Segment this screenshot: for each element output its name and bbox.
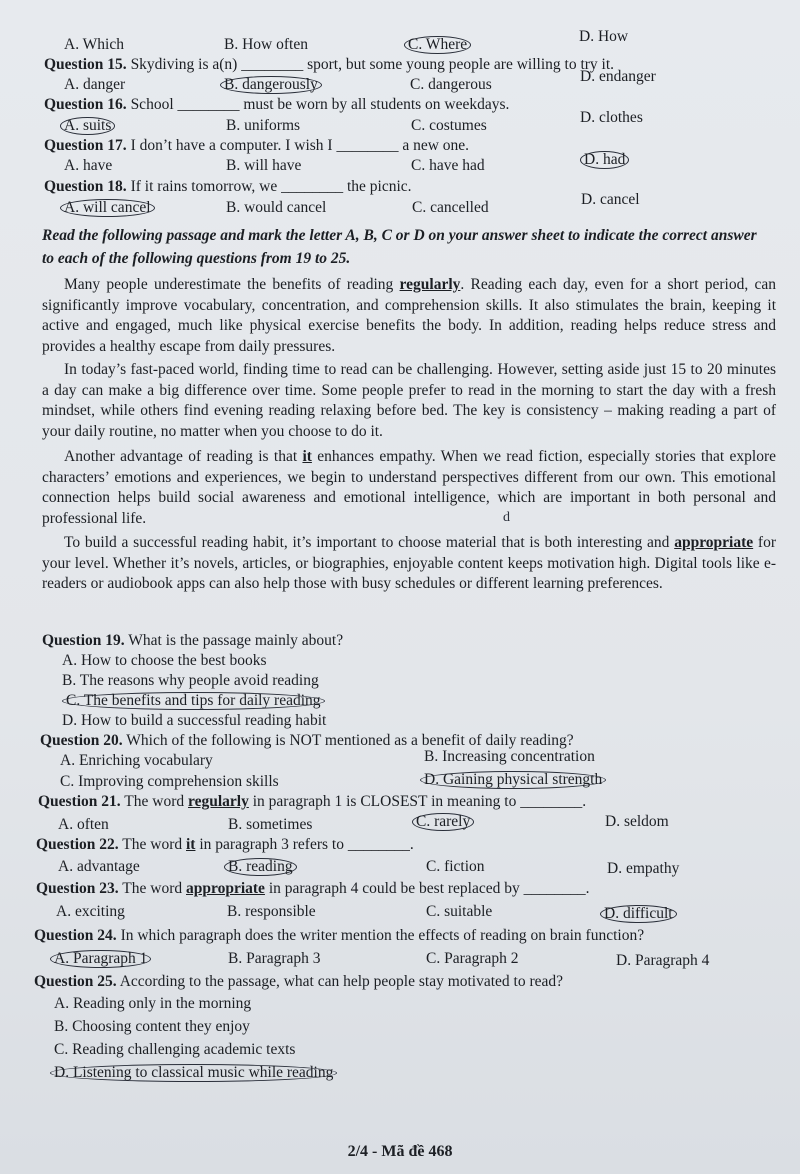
q22-option-b[interactable] — [228, 858, 297, 876]
q14-option-c[interactable] — [408, 36, 471, 54]
q24-options — [0, 950, 800, 970]
p3-text-start: Another advantage of reading is that — [64, 448, 303, 465]
q17-stem — [44, 137, 469, 155]
q22-stem — [36, 836, 414, 854]
q21-underlined-word: regularly — [188, 793, 249, 810]
q19-stem — [42, 632, 343, 650]
q15-label: Question 15. — [44, 56, 127, 73]
q23-option-b[interactable]: B. responsible — [227, 903, 316, 920]
q16-option-a-label: A. suits — [60, 117, 115, 135]
q20-options-row-1 — [0, 748, 800, 772]
q18-option-d[interactable]: D. cancel — [581, 191, 640, 208]
q23-text-start: The word — [122, 880, 186, 897]
q17-option-d-label: D. had — [580, 151, 629, 169]
q15-option-b-label: B. dangerously — [220, 76, 322, 94]
q22-text-start: The word — [122, 836, 186, 853]
q19-option-c[interactable] — [62, 692, 325, 710]
q20-option-c[interactable]: C. Improving comprehension skills — [60, 773, 279, 790]
q22-option-c[interactable]: C. fiction — [426, 858, 485, 875]
q18-option-b[interactable]: B. would cancel — [226, 199, 327, 216]
q18-option-c[interactable]: C. cancelled — [412, 199, 489, 216]
page-footer: 2/4 - Mã đề 468 — [347, 1143, 453, 1160]
q23-options — [0, 903, 800, 923]
q24-label: Question 24. — [34, 927, 117, 944]
p3-underlined-word: it — [302, 448, 312, 465]
p4-text-end: for your level. Whether it’s novels, articles, or biographies, enjoyable content keeps motivation high. Digital tools like e-readers or audiobook apps can also help those with busy schedules or different learning preferences. — [42, 534, 776, 592]
q17-option-a[interactable]: A. have — [64, 157, 113, 174]
q16-option-b[interactable]: B. uniforms — [226, 117, 301, 134]
q16-option-a[interactable] — [64, 117, 115, 135]
q16-stem — [44, 96, 509, 114]
q23-text-end: in paragraph 4 could be best replaced by ________. — [264, 880, 590, 897]
q23-option-a[interactable]: A. exciting — [56, 903, 125, 920]
q18-options — [0, 191, 800, 219]
q18-stem — [44, 178, 412, 196]
q23-label: Question 23. — [36, 880, 119, 897]
q20-option-d-label: D. Gaining physical strength — [420, 771, 606, 789]
q25-stem — [34, 973, 563, 991]
q23-underlined-word: appropriate — [186, 880, 265, 897]
passage-paragraph-1 — [42, 275, 776, 357]
passage-paragraph-2: In today’s fast-paced world, finding time to read can be challenging. However, setting aside just 15 to 20 minutes a day can make a big difference over time. Some people prefer to read in the morning to start the day with a fresh mindset, while others find evening reading relaxing before bed. The key is consistency – making reading a part of your daily routine, no matter when you choose to do it. — [42, 361, 776, 440]
q20-text: Which of the following is NOT mentioned as a benefit of daily reading? — [126, 732, 574, 749]
q20-label: Question 20. — [40, 732, 123, 749]
p1-text-start: Many people underestimate the benefits of reading — [64, 276, 400, 293]
q24-option-c[interactable]: C. Paragraph 2 — [426, 950, 519, 967]
q19-option-b[interactable]: B. The reasons why people avoid reading — [62, 672, 319, 689]
q22-option-d[interactable]: D. empathy — [607, 860, 680, 877]
q25-option-c[interactable]: C. Reading challenging academic texts — [54, 1041, 296, 1058]
q16-option-d[interactable]: D. clothes — [580, 109, 643, 126]
q23-stem — [36, 880, 590, 898]
q25-option-d-label: D. Listening to classical music while reading — [50, 1064, 337, 1082]
q14-options — [0, 28, 800, 56]
q17-option-c[interactable]: C. have had — [411, 157, 485, 174]
q15-text: Skydiving is a(n) ________ sport, but some young people are willing to try it. — [130, 56, 615, 73]
q21-option-d[interactable]: D. seldom — [605, 813, 669, 830]
q25-option-a[interactable]: A. Reading only in the morning — [54, 995, 252, 1012]
q21-option-b[interactable]: B. sometimes — [228, 816, 313, 833]
q20-options-row-2 — [0, 773, 800, 793]
q18-text: If it rains tomorrow, we ________ the picnic. — [130, 178, 412, 195]
q22-label: Question 22. — [36, 836, 119, 853]
q24-option-a-label: A. Paragraph 1 — [50, 950, 151, 968]
q19-option-c-label: C. The benefits and tips for daily reading — [62, 692, 325, 710]
q17-options — [0, 151, 800, 177]
q15-stem — [44, 56, 614, 74]
q20-option-a[interactable]: A. Enriching vocabulary — [60, 752, 213, 769]
q22-underlined-word: it — [186, 836, 196, 853]
p4-underlined-word: appropriate — [674, 534, 754, 551]
passage-paragraph-4 — [42, 533, 776, 595]
q17-text: I don’t have a computer. I wish I ________ a new one. — [130, 137, 470, 154]
q21-option-c[interactable] — [416, 813, 474, 831]
q25-option-d[interactable] — [54, 1064, 337, 1082]
q15-options — [0, 68, 800, 96]
q18-option-a-label: A. will cancel — [60, 199, 155, 217]
q23-option-c[interactable]: C. suitable — [426, 903, 493, 920]
q24-text: In which paragraph does the writer mention the effects of reading on brain function? — [120, 927, 645, 944]
q24-option-a[interactable] — [54, 950, 151, 968]
q20-option-d[interactable] — [424, 771, 606, 789]
q16-options — [0, 109, 800, 137]
q22-text-end: in paragraph 3 refers to ________. — [195, 836, 414, 853]
q18-option-a[interactable] — [64, 199, 155, 217]
q24-option-d[interactable]: D. Paragraph 4 — [616, 952, 710, 969]
handwritten-mark: d — [503, 510, 510, 525]
q21-option-c-label: C. rarely — [412, 813, 474, 831]
q16-option-c[interactable]: C. costumes — [411, 117, 487, 134]
q15-option-c[interactable]: C. dangerous — [410, 76, 492, 93]
q25-text: According to the passage, what can help people stay motivated to read? — [119, 973, 564, 990]
q17-label: Question 17. — [44, 137, 127, 154]
q19-option-d[interactable]: D. How to build a successful reading habit — [62, 712, 327, 729]
q19-text: What is the passage mainly about? — [128, 632, 344, 649]
q19-label: Question 19. — [42, 632, 125, 649]
q20-option-b[interactable]: B. Increasing concentration — [424, 748, 595, 765]
q24-option-b[interactable]: B. Paragraph 3 — [228, 950, 321, 967]
q25-option-b[interactable]: B. Choosing content they enjoy — [54, 1018, 250, 1035]
p3-text-end: enhances empathy. When we read fiction, especially stories that explore characters’ emotions and experiences, we begin to understand perspectives different from our own. This emotional connection helps build social awareness and emotional intelligence, which are important in both personal and professional life. — [42, 448, 776, 527]
q22-options — [0, 858, 800, 878]
q14-option-d[interactable]: D. How — [579, 28, 629, 45]
q17-option-d[interactable] — [584, 151, 629, 169]
q14-option-c-label: C. Where — [404, 36, 471, 54]
q15-option-d[interactable]: D. endanger — [580, 68, 656, 85]
q16-label: Question 16. — [44, 96, 127, 113]
q22-option-b-label: B. reading — [224, 858, 297, 876]
q15-option-b[interactable] — [224, 76, 322, 94]
q19-option-a[interactable]: A. How to choose the best books — [62, 652, 267, 669]
q23-option-d[interactable] — [604, 905, 677, 923]
q21-text-end: in paragraph 1 is CLOSEST in meaning to ________. — [248, 793, 587, 810]
q15-option-a[interactable]: A. danger — [64, 76, 126, 93]
q16-text: School ________ must be worn by all students on weekdays. — [130, 96, 510, 113]
q22-option-a[interactable]: A. advantage — [58, 858, 140, 875]
q25-label: Question 25. — [34, 973, 117, 990]
q14-option-b[interactable]: B. How often — [224, 36, 308, 53]
q21-label: Question 21. — [38, 793, 121, 810]
q24-stem — [34, 927, 644, 945]
q23-option-d-label: D. difficult — [600, 905, 677, 923]
q21-text-start: The word — [124, 793, 188, 810]
q21-options — [0, 813, 800, 836]
q18-label: Question 18. — [44, 178, 127, 195]
p1-underlined-word: regularly — [399, 276, 461, 293]
p4-text-start: To build a successful reading habit, it’s important to choose material that is both interesting and — [64, 534, 675, 551]
q14-option-a[interactable]: A. Which — [64, 36, 124, 53]
q17-option-b[interactable]: B. will have — [226, 157, 302, 174]
passage-paragraph-3 — [42, 447, 776, 529]
q21-stem — [38, 793, 586, 811]
q21-option-a[interactable]: A. often — [58, 816, 109, 833]
reading-instruction: Read the following passage and mark the letter A, B, C or D on your answer sheet to indicate the correct answer to each of the following questions from 19 to 25. — [42, 227, 757, 267]
p1-text-end: . Reading each day, even for a short period, can significantly improve vocabulary, concentration, and comprehension skills. It also stimulates the brain, keeping it active and engaged, much like physical exercise benefits the body. In addition, reading helps reduce stress and provides a healthy escape from daily pressures. — [42, 276, 776, 355]
